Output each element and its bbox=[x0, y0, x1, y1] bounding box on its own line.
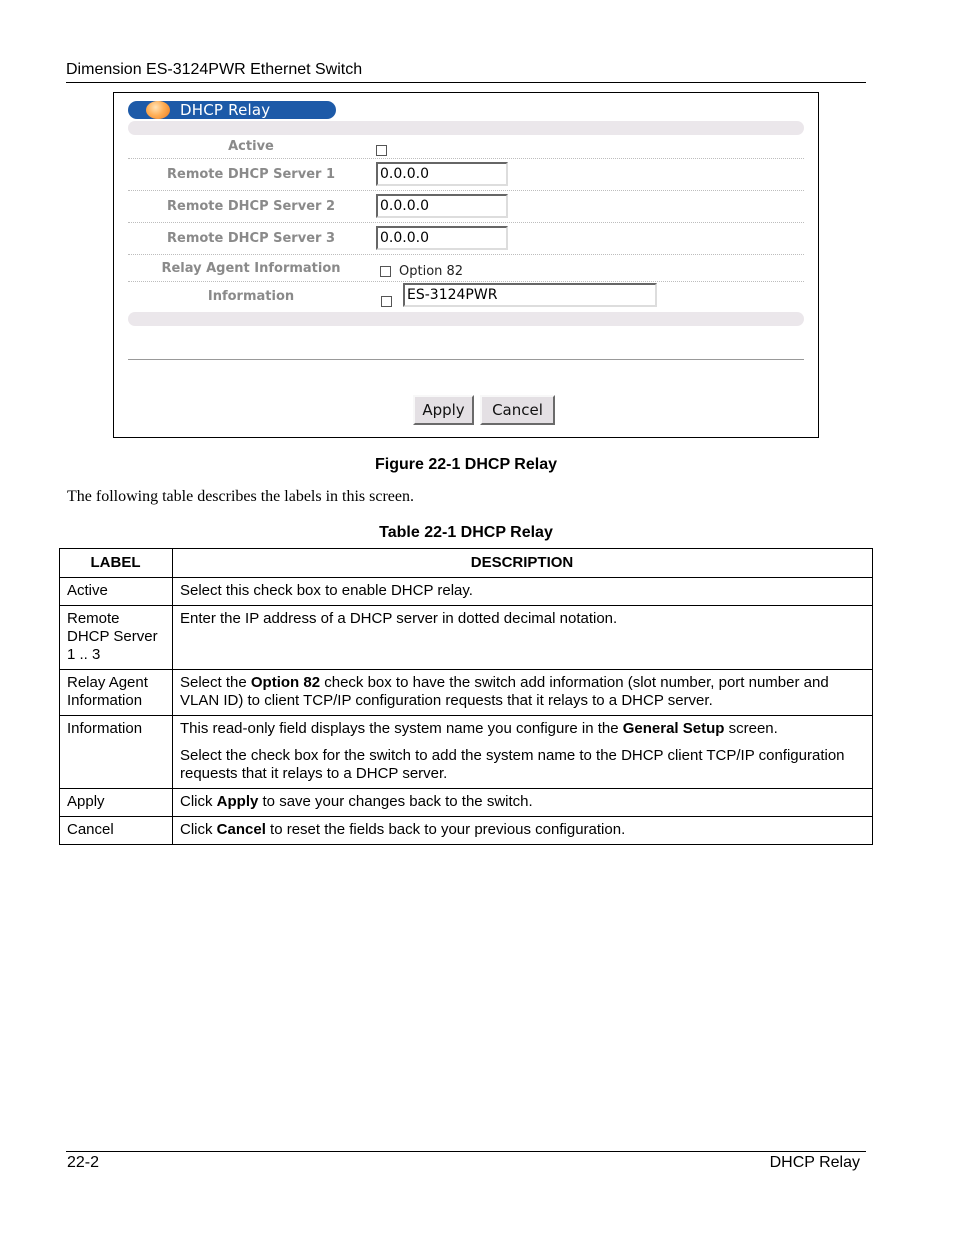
row-description bbox=[173, 716, 873, 789]
footer-section: DHCP Relay bbox=[769, 1154, 860, 1171]
row-description bbox=[173, 789, 873, 817]
server3-label: Remote DHCP Server 3 bbox=[167, 231, 335, 246]
figure-caption: Figure 22-1 DHCP Relay bbox=[375, 456, 557, 473]
row-label: Cancel bbox=[60, 817, 173, 845]
desc-bold: Option 82 bbox=[250, 674, 321, 691]
table-row bbox=[60, 789, 873, 817]
row-label: Information bbox=[60, 716, 173, 789]
label-description-table bbox=[59, 548, 873, 845]
option82-checkbox[interactable] bbox=[380, 266, 391, 277]
information-input[interactable]: ES-3124PWR bbox=[403, 283, 657, 307]
desc-bold: General Setup bbox=[622, 720, 725, 737]
desc-text: check box to have the switch add information (slot number, port number and VLAN ID) to client TCP/IP configuration requests that it relays to a DHCP server. bbox=[180, 674, 829, 709]
desc-text: Select the check box for the switch to add the system name to the DHCP client TCP/IP configuration requests that it relays to a DHCP server. bbox=[180, 747, 845, 782]
relay-agent-label: Relay Agent Information bbox=[161, 261, 341, 276]
page-number: 22-2 bbox=[67, 1154, 100, 1171]
row-label: Relay Agent Information bbox=[60, 670, 173, 716]
footer-rule bbox=[66, 1151, 866, 1152]
option82-label: Option 82 bbox=[399, 264, 464, 279]
information-checkbox[interactable] bbox=[381, 296, 392, 307]
row-label: Apply bbox=[60, 789, 173, 817]
server2-label: Remote DHCP Server 2 bbox=[167, 199, 335, 214]
desc-bold: Cancel bbox=[216, 821, 266, 838]
server1-label: Remote DHCP Server 1 bbox=[167, 167, 335, 182]
panel-top-band bbox=[128, 121, 804, 135]
panel-title: DHCP Relay bbox=[180, 101, 271, 119]
table-row bbox=[60, 578, 873, 606]
separator bbox=[128, 158, 804, 159]
orb-icon bbox=[146, 101, 170, 119]
desc-text: Select the bbox=[180, 674, 251, 691]
information-label: Information bbox=[207, 289, 295, 304]
desc-text: This read-only field displays the system name you configure in the bbox=[180, 720, 623, 737]
cancel-button[interactable]: Cancel bbox=[480, 395, 555, 425]
table-row bbox=[60, 606, 873, 670]
page-header: Dimension ES-3124PWR Ethernet Switch bbox=[66, 60, 866, 83]
row-description: Enter the IP address of a DHCP server in dotted decimal notation. bbox=[173, 606, 873, 670]
row-label: Remote DHCP Server 1 .. 3 bbox=[60, 606, 173, 670]
desc-text: to save your changes back to the switch. bbox=[258, 793, 533, 810]
table-row bbox=[60, 716, 873, 789]
separator bbox=[128, 254, 804, 255]
separator bbox=[128, 222, 804, 223]
row-description: Select this check box to enable DHCP relay. bbox=[173, 578, 873, 606]
desc-text: Click bbox=[180, 793, 217, 810]
panel-title-bar bbox=[128, 101, 336, 119]
apply-button[interactable]: Apply bbox=[413, 395, 474, 425]
table-row bbox=[60, 817, 873, 845]
row-label: Active bbox=[60, 578, 173, 606]
table-row bbox=[60, 670, 873, 716]
desc-bold: Apply bbox=[216, 793, 259, 810]
desc-text: screen. bbox=[724, 720, 778, 737]
label-header: LABEL bbox=[60, 549, 173, 578]
intro-text: The following table describes the labels in this screen. bbox=[67, 488, 415, 505]
desc-text: to reset the fields back to your previous configuration. bbox=[265, 821, 626, 838]
dhcp-relay-screenshot bbox=[113, 92, 819, 438]
row-description bbox=[173, 670, 873, 716]
table-header-row bbox=[60, 549, 873, 578]
description-header: DESCRIPTION bbox=[173, 549, 873, 578]
remote-dhcp-server-3-input[interactable]: 0.0.0.0 bbox=[376, 226, 508, 250]
panel-bottom-band bbox=[128, 312, 804, 326]
active-label: Active bbox=[228, 139, 274, 154]
active-checkbox[interactable] bbox=[376, 145, 387, 156]
row-description bbox=[173, 817, 873, 845]
button-divider bbox=[128, 359, 804, 360]
desc-text: Click bbox=[180, 821, 217, 838]
remote-dhcp-server-2-input[interactable]: 0.0.0.0 bbox=[376, 194, 508, 218]
table-caption: Table 22-1 DHCP Relay bbox=[379, 524, 553, 541]
separator bbox=[128, 281, 804, 282]
separator bbox=[128, 190, 804, 191]
remote-dhcp-server-1-input[interactable]: 0.0.0.0 bbox=[376, 162, 508, 186]
